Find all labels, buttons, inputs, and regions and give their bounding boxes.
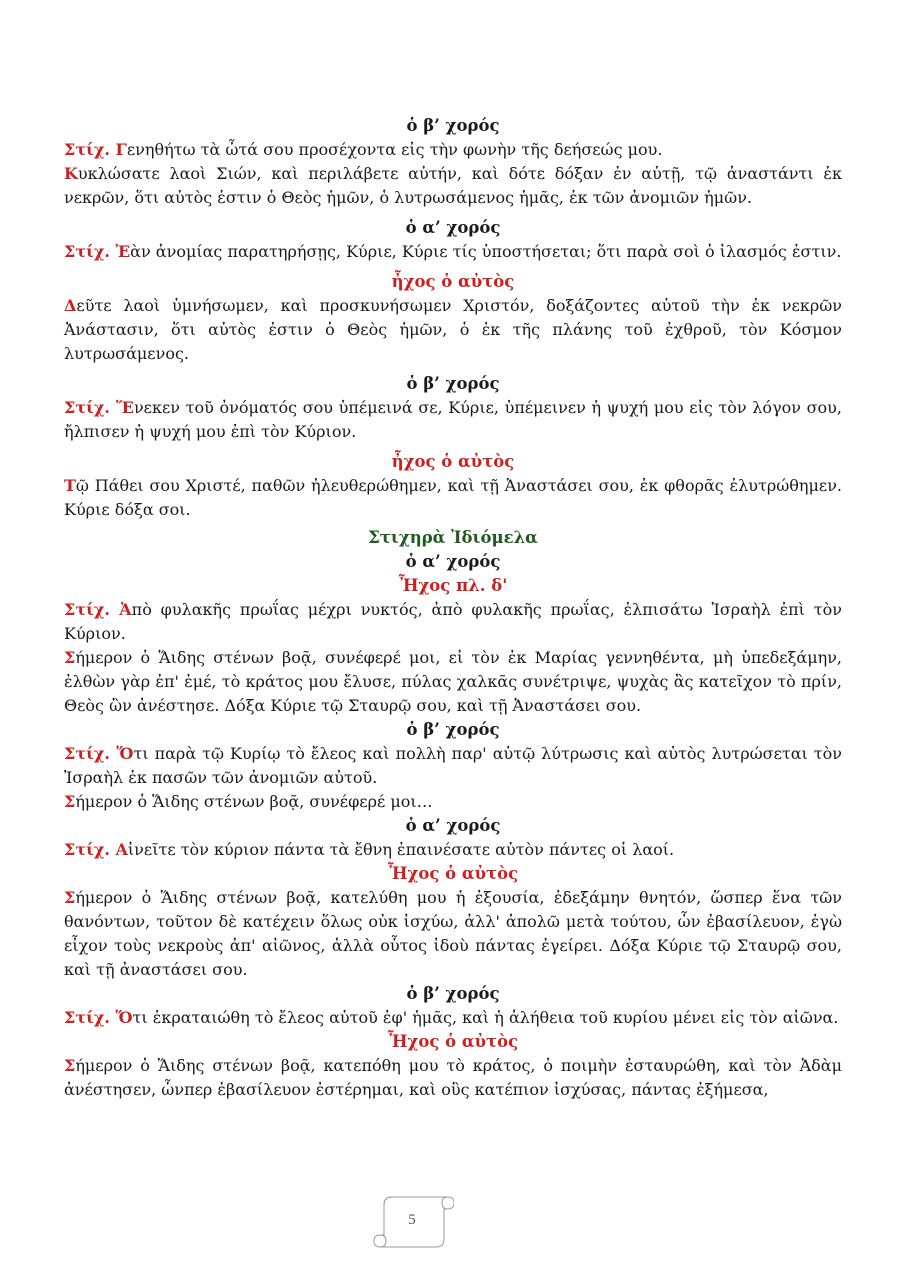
initial-letter: Στίχ. Ἀ: [64, 600, 132, 619]
initial-letter: Κ: [64, 164, 78, 183]
paragraph-text: ὰν ἀνομίας παρατηρήσῃς, Κύριε, Κύριε τίς ὑποστήσεται; ὅτι παρὰ σοὶ ὁ ἱλασμός ἐστιν.: [130, 242, 842, 261]
paragraph-text: ήμερον ὁ Ἅιδης στένων βοᾷ, συνέφερέ μοι…: [75, 792, 433, 811]
paragraph-text: τι ἐκραταιώθη τὸ ἔλεος αὐτοῦ ἐφ' ἡμᾶς, καὶ ἡ ἀλήθεια τοῦ κυρίου μένει εἰς τὸν αἰῶνα.: [132, 1008, 839, 1027]
verse-paragraph: [64, 598, 842, 646]
paragraph-text: ήμερον ὁ Ἅιδης στένων βοᾷ, συνέφερέ μοι, εἰ τὸν ἐκ Μαρίας γεννηθέντα, μὴ ὑπεδεξάμην, ἐλθὼν γὰρ ἐπ' ἐμέ, τὸ κράτος μου ἔλυσε, πύλας χαλκᾶς συνέτριψε, ψυχὰς ἃς κατεῖχον τὸ πρίν, Θεὸς ὢν ἀνέστησε. Δόξα Κύριε τῷ Σταυρῷ σου, καὶ τῇ Ἀναστάσει σου.: [64, 648, 842, 715]
initial-letter: Στίχ. Ἕ: [64, 398, 134, 417]
choir-heading: ἦχος ὁ αὐτὸς: [391, 452, 515, 471]
choir-heading: ὁ β’ χορός: [406, 984, 500, 1003]
initial-letter: Σ: [64, 888, 76, 907]
page-number: 5: [408, 1212, 416, 1228]
initial-letter: Σ: [64, 792, 76, 811]
choir-heading: ὁ β’ χορός: [406, 374, 500, 393]
initial-letter: Στίχ. Ὅ: [64, 744, 134, 763]
initial-letter: Στίχ. Ὅ: [64, 1008, 133, 1027]
paragraph-text: ενηθήτω τὰ ὦτά σου προσέχοντα εἰς τὴν φωνὴν τῆς δεήσεώς μου.: [126, 140, 663, 159]
verse-paragraph: [64, 742, 842, 790]
paragraph-text: ῷ Πάθει σου Χριστέ, παθῶν ἠλευθερώθημεν, καὶ τῇ Ἀναστάσει σου, ἐκ φθορᾶς ἐλυτρώθημεν. Κύριε δόξα σοι.: [64, 476, 842, 519]
initial-letter: Σ: [64, 1056, 76, 1075]
initial-letter: Στίχ. Ἐ: [64, 242, 131, 261]
paragraph-text: πὸ φυλακῆς πρωΐας μέχρι νυκτός, ἀπὸ φυλακῆς πρωΐας, ἐλπισάτω Ἰσραὴλ ἐπὶ τὸν Κύριον.: [64, 600, 842, 643]
initial-letter: Τ: [64, 476, 76, 495]
choir-heading: Ἦχος πλ. δ': [398, 576, 508, 595]
hymn-paragraph: [64, 162, 842, 210]
verse-paragraph: [64, 838, 842, 862]
choir-heading: ὁ α’ χορός: [405, 816, 501, 835]
paragraph-text: υκλώσατε λαοὶ Σιών, καὶ περιλάβετε αὐτήν, καὶ δότε δόξαν ἐν αὐτῇ, τῷ ἀναστάντι ἐκ νεκρῶν, ὅτι αὐτὸς ἐστιν ὁ Θεὸς ἡμῶν, ὁ λυτρωσάμενος ἡμᾶς, ἐκ τῶν ἀνομιῶν ἡμῶν.: [64, 164, 842, 207]
hymn-paragraph: [64, 790, 842, 814]
verse-paragraph: [64, 1006, 842, 1030]
paragraph-text: εῦτε λαοὶ ὑμνήσωμεν, καὶ προσκυνήσωμεν Χριστόν, δοξάζοντες αὐτοῦ τὴν ἐκ νεκρῶν Ἀνάστασιν, ὅτι αὐτὸς ἐστιν ὁ Θεὸς ἡμῶν, ὁ ἐκ τῆς πλάνης τοῦ ἐχθροῦ, τὸν Κόσμον λυτρωσάμενος.: [64, 296, 842, 363]
paragraph-text: νεκεν τοῦ ὀνόματός σου ὑπέμεινά σε, Κύριε, ὑπέμεινεν ἡ ψυχή μου εἰς τὸν λόγον σου, ἤλπισεν ἡ ψυχή μου ἐπὶ τὸν Κύριον.: [64, 398, 842, 441]
choir-heading: ὁ α’ χορός: [405, 218, 501, 237]
verse-paragraph: [64, 240, 842, 264]
initial-letter: Στίχ. Α: [64, 840, 128, 859]
choir-heading: ὁ α’ χορός: [405, 552, 501, 571]
choir-heading: ἦχος ὁ αὐτὸς: [391, 272, 515, 291]
choir-heading: ὁ β’ χορός: [406, 116, 500, 135]
verse-paragraph: [64, 396, 842, 444]
initial-letter: Δ: [64, 296, 77, 315]
hymn-paragraph: [64, 1054, 842, 1102]
choir-heading: ὁ β’ χορός: [406, 720, 500, 739]
hymn-paragraph: [64, 886, 842, 982]
paragraph-text: ήμερον ὁ Ἅιδης στένων βοᾷ, κατελύθη μου ἡ ἐξουσία, ἐδεξάμην θνητόν, ὥσπερ ἕνα τῶν θανόντων, τοῦτον δὲ κατέχειν ὅλως οὐκ ἰσχύω, ἀλλ' ἀπολῶ μετὰ τούτου, ὧν ἐβασίλευον, ἐγὼ εἶχον τοὺς νεκροὺς ἀπ' αἰῶνος, ἀλλὰ οὗτος ἰδοὺ πάντας ἐγείρει. Δόξα Κύριε τῷ Σταυρῷ σου, καὶ τῇ ἀναστάσει σου.: [64, 888, 842, 979]
liturgical-text: [64, 108, 842, 1102]
initial-letter: Σ: [64, 648, 76, 667]
paragraph-text: ἰνεῖτε τὸν κύριον πάντα τὰ ἔθνη ἐπαινέσατε αὐτὸν πάντες οἱ λαοί.: [127, 840, 675, 859]
paragraph-text: τι παρὰ τῷ Κυρίῳ τὸ ἔλεος καὶ πολλὴ παρ' αὐτῷ λύτρωσις καὶ αὐτὸς λυτρώσεται τὸν Ἰσραὴλ ἐκ πασῶν τῶν ἀνομιῶν αὐτοῦ.: [64, 744, 843, 787]
choir-heading: Ἦχος ὁ αὐτὸς: [387, 1032, 519, 1051]
verse-paragraph: [64, 138, 842, 162]
section-title: Στιχηρὰ Ἰδιόμελα: [368, 528, 538, 547]
hymn-paragraph: [64, 294, 842, 366]
paragraph-text: ήμερον ὁ Ἅιδης στένων βοᾷ, κατεπόθη μου τὸ κράτος, ὁ ποιμὴν ἐσταυρώθη, καὶ τὸν Ἀδὰμ ἀνέστησεν, ὧνπερ ἐβασίλευον ἐστέρημαι, καὶ οὓς κατέπιον ἰσχύσας, πάντας ἐξήμεσα,: [64, 1056, 842, 1099]
choir-heading: Ἦχος ὁ αὐτὸς: [387, 864, 519, 883]
hymn-paragraph: [64, 646, 842, 718]
hymn-paragraph: [64, 474, 842, 522]
page-number-scroll: [370, 1193, 454, 1253]
initial-letter: Στίχ. Γ: [64, 140, 127, 159]
